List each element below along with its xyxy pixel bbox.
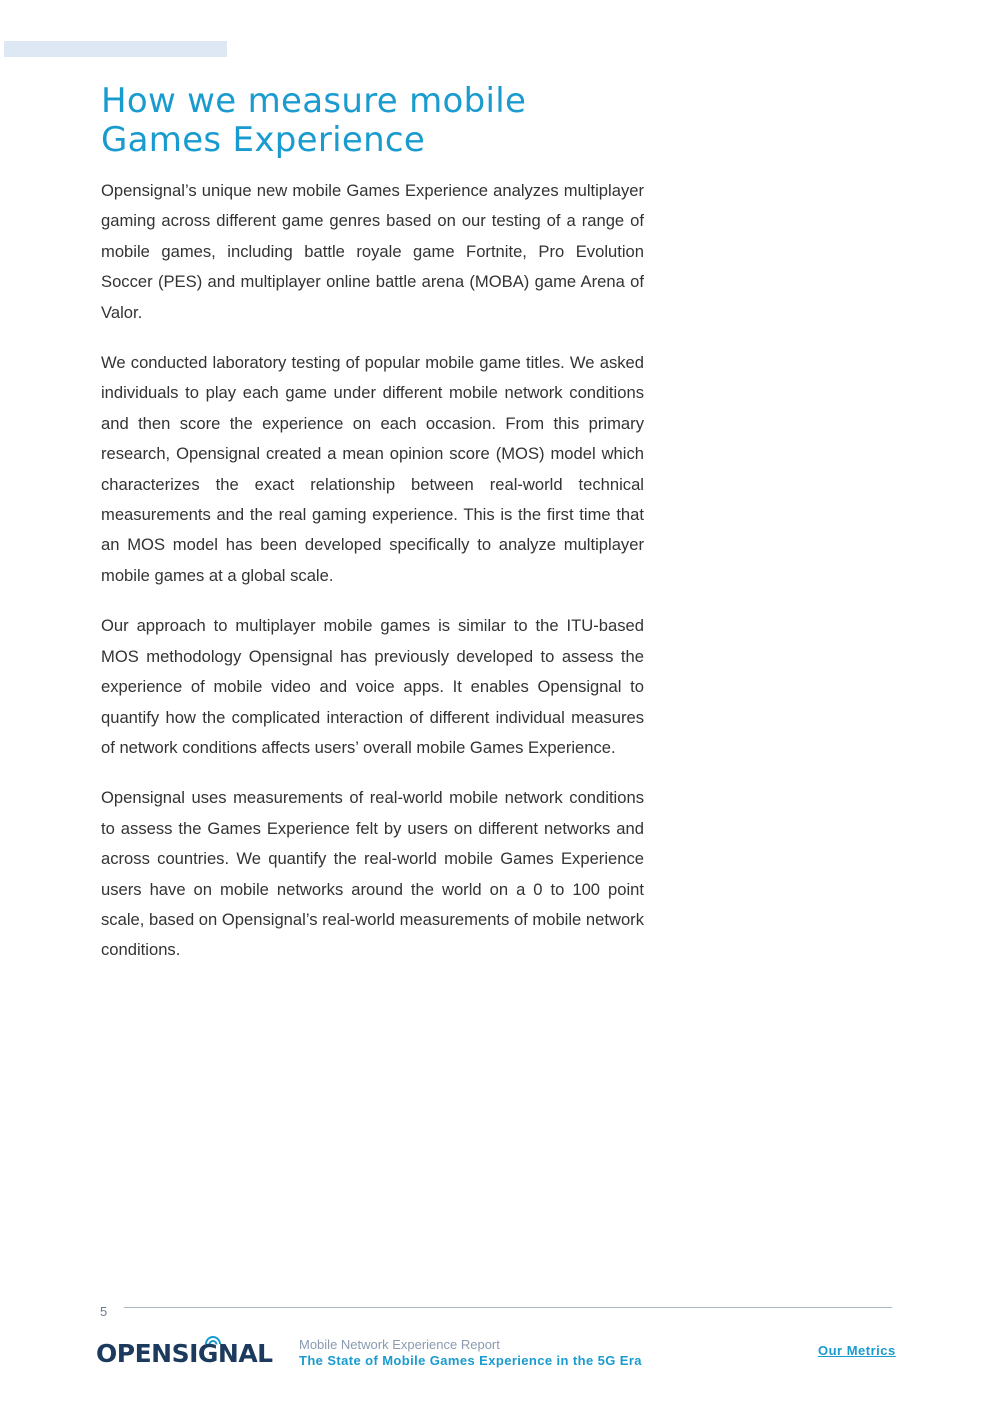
page-title-line-1: How we measure mobile [101, 81, 527, 121]
footer-divider [124, 1307, 892, 1308]
page-number: 5 [100, 1304, 108, 1319]
our-metrics-link[interactable]: Our Metrics [818, 1343, 896, 1358]
report-kicker: Mobile Network Experience Report [299, 1337, 500, 1352]
paragraph-4: Opensignal uses measurements of real-world mobile network conditions to assess the Games Experience felt by users on different networks and across countries. We quantify the real-world mobile Games Experience users have on mobile networks around the world on a 0 to 100 point scale, based on Opensignal’s real-world measurements of mobile network conditions. [101, 788, 644, 960]
report-title: The State of Mobile Games Experience in the 5G Era [299, 1353, 642, 1368]
logo-wordmark: OPENSIGNAL [96, 1339, 273, 1368]
body-text [101, 176, 644, 986]
top-accent-bar [4, 41, 227, 57]
page-title [101, 82, 526, 160]
paragraph-3: Our approach to multiplayer mobile games is similar to the ITU-based MOS methodology Opensignal has previously developed to assess the experience of mobile video and voice apps. It enables Opensignal to quantify how the complicated interaction of different individual measures of network conditions affects users’ overall mobile Games Experience. [101, 616, 644, 757]
page-title-line-2: Games Experience [101, 120, 426, 160]
paragraph-1: Opensignal’s unique new mobile Games Experience analyzes multiplayer gaming across different game genres based on our testing of a range of mobile games, including battle royale game Fortnite, Pro Evolution Soccer (PES) and multiplayer online battle arena (MOBA) game Arena of Valor. [101, 181, 644, 322]
paragraph-2: We conducted laboratory testing of popular mobile game titles. We asked individuals to play each game under different mobile network conditions and then score the experience on each occasion. From this primary research, Opensignal created a mean opinion score (MOS) model which characterizes the exact relationship between real-world technical measurements and the real gaming experience. This is the first time that an MOS model has been developed specifically to analyze multiplayer mobile games at a global scale. [101, 353, 644, 585]
opensignal-logo [96, 1334, 282, 1368]
